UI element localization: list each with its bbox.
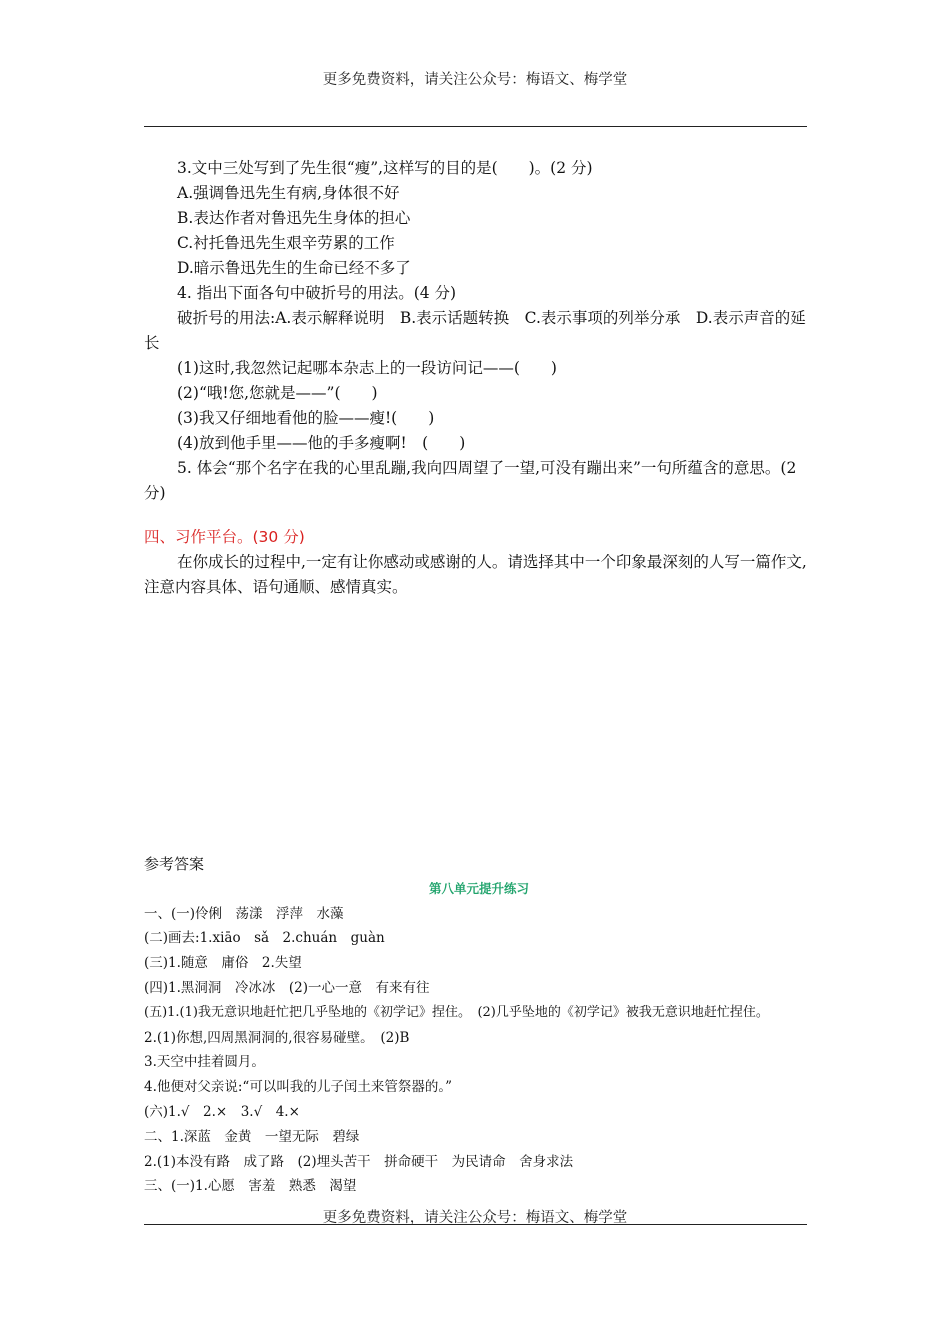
answer-line: (六)1.√ 2.× 3.√ 4.× [144,1103,300,1120]
header-divider [144,126,807,127]
option-c: C.衬托鲁迅先生艰辛劳累的工作 [177,234,395,252]
question-4: 4. 指出下面各句中破折号的用法。(4 分) [177,284,457,302]
page-header: 更多免费资料，请关注公众号：梅语文、梅学堂 [322,72,628,88]
section-4-body: 在你成长的过程中,一定有让你感动或感谢的人。请选择其中一个印象最深刻的人写一篇作文,注意内容具体、语句通顺、感情真实。 [144,553,807,596]
answer-line: 2.(1)本没有路 成了路 (2)埋头苦干 拼命硬干 为民请命 舍身求法 [144,1153,574,1170]
answer-line: (四)1.黑洞洞 冷冰冰 (2)一心一意 有来有往 [144,979,430,996]
sentence-4: (4)放到他手里——他的手多瘦啊! ( ) [177,434,466,452]
questions-section [144,156,808,600]
answer-line: 4.他便对父亲说:“可以叫我的儿子闰土来管祭器的。” [144,1079,452,1096]
answer-line: 一、(一)伶俐 荡漾 浮萍 水藻 [144,905,344,922]
dash-usage-options: 破折号的用法:A.表示解释说明 B.表示话题转换 C.表示事项的列举分承 D.表示声音的延长 [144,309,806,352]
answer-line: (五)1.(1)我无意识地赶忙把几乎坠地的《初学记》捏住。 (2)几乎坠地的《初学记》被我无意识地赶忙捏住。 [144,1004,769,1020]
answer-line: (三)1.随意 庸俗 2.失望 [144,955,302,972]
answer-key [144,852,814,1199]
answer-line: 二、1.深蓝 金黄 一望无际 碧绿 [144,1128,360,1145]
answer-line: (二)画去:1.xiāo sǎ 2.chuán guàn [144,930,385,947]
section-4-title: 四、习作平台。(30 分) [144,528,305,546]
question-3: 3.文中三处写到了先生很“瘦”,这样写的目的是( )。(2 分) [177,159,593,177]
option-d: D.暗示鲁迅先生的生命已经不多了 [177,259,411,277]
answer-line: 2.(1)你想,四周黑洞洞的,很容易碰壁。 (2)B [144,1029,410,1046]
option-b: B.表达作者对鲁迅先生身体的担心 [177,209,411,227]
unit-title: 第八单元提升练习 [428,880,529,896]
option-a: A.强调鲁迅先生有病,身体很不好 [177,184,400,202]
answer-line: 3.天空中挂着圆月。 [144,1054,265,1071]
sentence-1: (1)这时,我忽然记起哪本杂志上的一段访问记——( ) [177,359,557,377]
page-footer: 更多免费资料，请关注公众号：梅语文、梅学堂 [322,1210,628,1226]
answer-line: 三、(一)1.心愿 害羞 熟悉 渴望 [144,1178,357,1195]
answers-heading: 参考答案 [144,855,205,873]
sentence-3: (3)我又仔细地看他的脸——瘦!( ) [177,409,435,427]
question-5: 5. 体会“那个名字在我的心里乱蹦,我向四周望了一望,可没有蹦出来”一句所蕴含的意思。(2 分) [144,459,797,502]
sentence-2: (2)“哦!您,您就是——”( ) [177,384,378,402]
footer-divider [144,1224,807,1225]
